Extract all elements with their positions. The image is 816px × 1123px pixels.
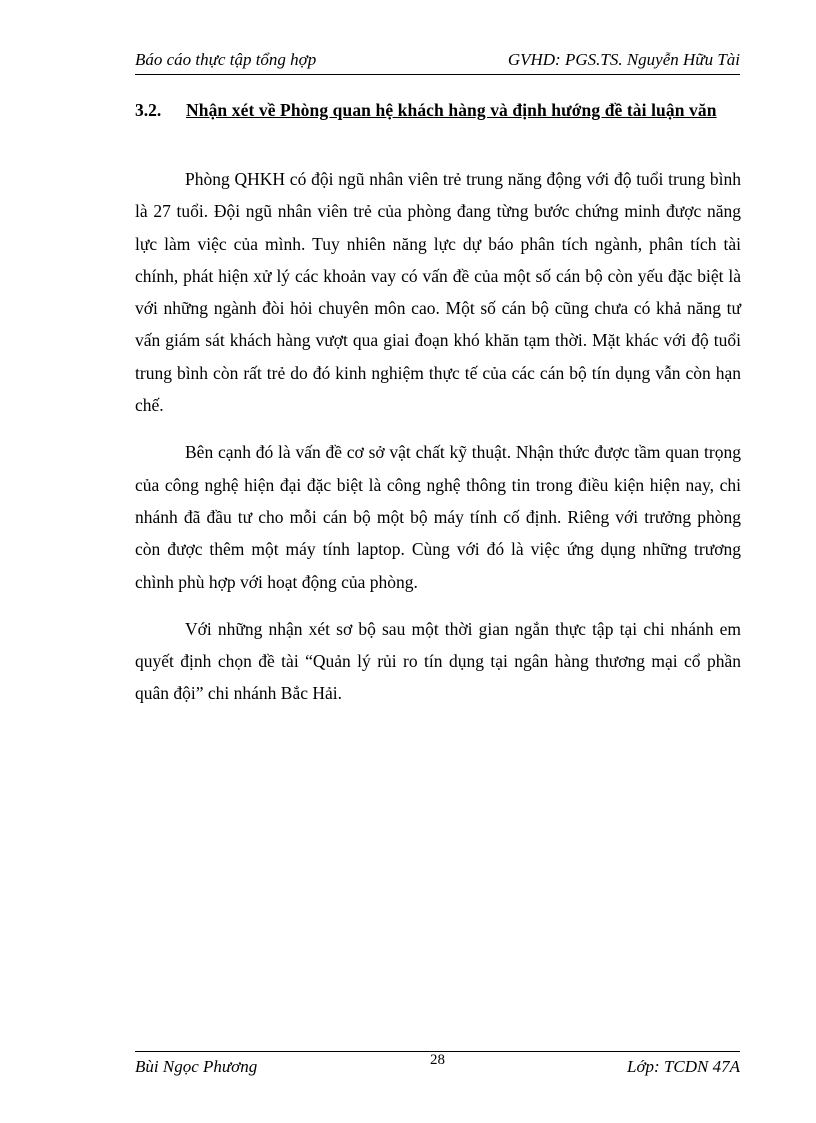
footer-class: Lớp: TCDN 47A — [627, 1057, 740, 1076]
section-number: 3.2. — [135, 100, 162, 120]
paragraph-2: Bên cạnh đó là vấn đề cơ sở vật chất kỹ thuật. Nhận thức được tầm quan trọng của công nghệ hiện đại đặc biệt là công nghệ thông tin trong điều kiện hiện nay, chi nhánh đã đầu tư cho mỗi cán bộ một bộ máy tính cố định. Riêng với trưởng phòng còn được thêm một máy tính laptop. Cùng với đó là việc ứng dụng những trương chình phù hợp với hoạt động của phòng. — [135, 442, 741, 592]
section-title: Nhận xét về Phòng quan hệ khách hàng và định hướng đề tài luận văn — [186, 100, 717, 120]
page-header — [135, 48, 740, 75]
page-number: 28 — [430, 1052, 445, 1068]
section-heading — [135, 94, 743, 126]
header-supervisor: GVHD: PGS.TS. Nguyễn Hữu Tài — [507, 50, 740, 69]
body-text — [135, 163, 741, 725]
paragraph-1: Phòng QHKH có đội ngũ nhân viên trẻ trung năng động với độ tuổi trung bình là 27 tuổi. Đội ngũ nhân viên trẻ của phòng đang từng bước chứng minh được năng lực làm việc của mình. Tuy nhiên năng lực dự báo phân tích ngành, phân tích tài chính, phát hiện xử lý các khoản vay có vấn đề của một số cán bộ còn yếu đặc biệt là với những ngành đòi hỏi chuyên môn cao. Một số cán bộ cũng chưa có khả năng tư vấn giám sát khách hàng vượt qua giai đoạn khó khăn tạm thời. Mặt khác với độ tuổi trung bình còn rất trẻ do đó kinh nghiệm thực tế của các cán bộ tín dụng vẫn còn hạn chế. — [135, 169, 741, 416]
footer-author: Bùi Ngọc Phương — [135, 1057, 258, 1076]
header-report-title: Báo cáo thực tập tổng hợp — [135, 50, 317, 69]
page-footer — [135, 1051, 740, 1082]
paragraph-3: Với những nhận xét sơ bộ sau một thời gian ngắn thực tập tại chi nhánh em quyết định chọn đề tài “Quản lý rủi ro tín dụng tại ngân hàng thương mại cổ phần quân đội” chi nhánh Bắc Hải. — [135, 618, 741, 704]
